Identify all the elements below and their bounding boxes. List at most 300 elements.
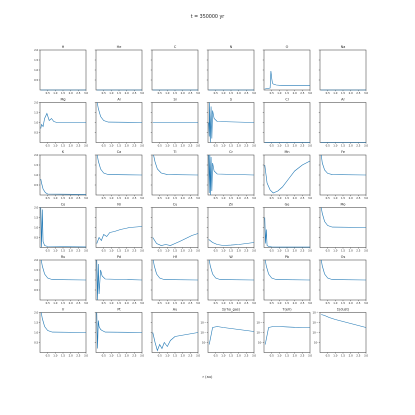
panel-frame <box>320 313 366 353</box>
x-tick-label: 2.5 <box>356 92 361 96</box>
x-tick-label: 2.5 <box>76 92 81 96</box>
x-tick-label: 2.0 <box>124 302 129 306</box>
x-tick-label: 1.5 <box>340 144 346 148</box>
x-tick-label: 0.5 <box>325 302 330 306</box>
y-tick-label: 1.0 <box>34 121 39 125</box>
x-tick-label: 0.5 <box>269 302 274 306</box>
y-tick-label: 0.5 <box>34 236 39 240</box>
panel-frame <box>152 50 198 90</box>
x-tick-label: 2.5 <box>300 197 305 201</box>
x-tick-label: 3.0 <box>307 92 313 96</box>
x-tick-label: 3.0 <box>251 144 257 148</box>
y-tick-label: 2.0 <box>34 311 39 315</box>
x-tick-label: 2.5 <box>300 249 305 253</box>
x-tick-label: 1.5 <box>60 354 66 358</box>
panel-20 <box>151 203 201 253</box>
x-tick-label: 1.0 <box>165 92 170 96</box>
x-tick-label: 2.0 <box>180 354 185 358</box>
x-tick-label: 1.0 <box>333 92 338 96</box>
panel-frame <box>40 208 86 248</box>
panel-title: C <box>173 45 177 49</box>
panel-title: W <box>229 255 233 259</box>
x-tick-label: 2.0 <box>292 302 297 306</box>
x-tick-label: 1.0 <box>333 302 338 306</box>
x-tick-label: 2.0 <box>68 144 73 148</box>
x-tick-label: 2.5 <box>356 197 361 201</box>
x-tick-label: 2.0 <box>124 144 129 148</box>
x-tick-label: 1.0 <box>165 144 170 148</box>
panel-title: Os <box>340 255 346 259</box>
x-tick-label: 2.5 <box>244 302 249 306</box>
panel-title: Au <box>172 307 178 312</box>
panel-15 <box>207 150 257 200</box>
x-tick-label: 1.5 <box>172 144 178 148</box>
y-tick-label: 0.5 <box>34 184 39 187</box>
y-tick-label: 10⁻³ <box>312 311 319 315</box>
panel-16 <box>263 150 313 200</box>
x-tick-label: 1.0 <box>277 354 282 358</box>
x-tick-label: 1.5 <box>340 92 346 96</box>
x-tick-label: 0.5 <box>213 92 218 96</box>
x-tick-label: 2.0 <box>124 354 129 358</box>
x-tick-label: 2.0 <box>68 197 73 201</box>
y-tick-label: 0.5 <box>34 289 39 292</box>
panel-frame <box>96 208 142 248</box>
panel-grid <box>34 45 368 358</box>
x-tick-label: 2.0 <box>348 197 353 201</box>
x-tick-label: 3.0 <box>307 302 313 306</box>
x-tick-label: 1.0 <box>53 354 58 358</box>
panel-title: Fe <box>341 150 345 154</box>
x-tick-label: 1.5 <box>172 249 178 253</box>
x-tick-label: 2.0 <box>236 144 241 148</box>
x-tick-label: 0.5 <box>213 144 218 148</box>
x-tick-label: 3.0 <box>139 92 145 96</box>
x-tick-label: 2.5 <box>76 197 81 201</box>
x-tick-label: 1.5 <box>172 302 178 306</box>
panel-title: H <box>61 45 65 49</box>
y-tick-label: 10⁻¹ <box>200 331 207 335</box>
panel-7 <box>95 98 145 148</box>
panel-frame <box>264 208 310 248</box>
y-tick-label: 10⁻¹ <box>312 331 319 335</box>
x-tick-label: 0.5 <box>45 354 50 358</box>
x-tick-label: 2.0 <box>124 92 129 96</box>
panel-frame <box>208 208 254 248</box>
panel-title: Pt <box>117 307 121 312</box>
panel-title: Si <box>173 97 177 102</box>
x-tick-label: 2.0 <box>180 249 185 253</box>
x-tick-label: 2.0 <box>68 354 73 358</box>
x-tick-label: 1.0 <box>165 302 170 306</box>
x-tick-label: 1.0 <box>221 302 226 306</box>
panel-title: S <box>229 97 233 102</box>
x-tick-label: 2.0 <box>180 144 185 148</box>
x-tick-label: 2.5 <box>132 302 137 306</box>
x-tick-label: 0.5 <box>325 354 330 358</box>
x-tick-label: 0.5 <box>101 144 106 148</box>
x-tick-label: 3.0 <box>363 144 369 148</box>
x-tick-label: 0.5 <box>269 92 274 96</box>
panel-title: Ti <box>173 150 177 154</box>
panel-10 <box>263 98 313 148</box>
x-tick-label: 2.0 <box>292 197 297 201</box>
x-tick-label: 2.0 <box>292 92 297 96</box>
x-tick-label: 1.0 <box>277 302 282 306</box>
x-tick-label: 1.5 <box>228 354 234 358</box>
x-tick-label: 1.0 <box>221 92 226 96</box>
y-tick-label: 1.5 <box>34 59 39 62</box>
x-tick-label: 1.0 <box>109 144 114 148</box>
x-tick-label: 2.0 <box>124 249 129 253</box>
panel-title: Ar <box>341 97 345 102</box>
x-tick-label: 1.5 <box>60 302 66 306</box>
x-tick-label: 2.5 <box>132 144 137 148</box>
x-tick-label: 3.0 <box>195 92 201 96</box>
panel-title: Cr <box>229 150 233 154</box>
x-tick-label: 0.5 <box>157 197 162 201</box>
x-tick-label: 1.5 <box>172 197 178 201</box>
panel-frame <box>40 155 86 195</box>
x-tick-label: 0.5 <box>213 197 218 201</box>
y-tick-label: 2.0 <box>34 49 39 52</box>
x-tick-label: 0.5 <box>325 144 330 148</box>
x-tick-label: 2.0 <box>236 249 241 253</box>
panel-26 <box>151 255 201 305</box>
x-tick-label: 2.0 <box>68 92 73 96</box>
panel-27 <box>207 255 257 305</box>
x-tick-label: 0.5 <box>269 249 274 253</box>
x-tick-label: 3.0 <box>139 197 145 201</box>
x-tick-label: 1.5 <box>284 92 290 96</box>
x-tick-label: 3.0 <box>307 144 313 148</box>
x-tick-label: 0.5 <box>45 197 50 201</box>
y-tick-label: 10⁻² <box>256 321 263 325</box>
x-tick-label: 3.0 <box>83 197 89 201</box>
x-tick-label: 3.0 <box>83 354 89 358</box>
x-tick-label: 1.5 <box>284 354 290 358</box>
x-tick-label: 2.0 <box>180 302 185 306</box>
x-tick-label: 2.5 <box>244 354 249 358</box>
x-tick-label: 3.0 <box>251 197 257 201</box>
x-tick-label: 2.5 <box>244 249 249 253</box>
panel-1 <box>95 45 145 95</box>
x-tick-label: 2.5 <box>356 302 361 306</box>
x-tick-label: 3.0 <box>195 249 201 253</box>
x-tick-label: 2.0 <box>68 249 73 253</box>
y-tick-label: 1.5 <box>34 111 39 115</box>
panel-title: Zn <box>228 202 234 207</box>
y-tick-label: 1.5 <box>34 216 39 220</box>
x-tick-label: 0.5 <box>157 144 162 148</box>
y-tick-label: 10⁻² <box>200 321 207 325</box>
x-tick-label: 1.0 <box>165 249 170 253</box>
panel-14 <box>151 150 201 200</box>
x-tick-label: 0.5 <box>269 354 274 358</box>
x-tick-label: 3.0 <box>251 302 257 306</box>
x-tick-label: 1.0 <box>53 144 58 148</box>
x-tick-label: 1.0 <box>277 197 282 201</box>
x-tick-label: 1.0 <box>53 302 58 306</box>
x-tick-label: 2.0 <box>236 302 241 306</box>
panel-28 <box>263 255 313 305</box>
panel-11 <box>319 98 369 148</box>
x-tick-label: 1.5 <box>116 92 122 96</box>
x-tick-label: 2.5 <box>300 92 305 96</box>
x-tick-label: 1.0 <box>221 144 226 148</box>
panel-frame <box>264 103 310 143</box>
x-tick-label: 3.0 <box>307 197 313 201</box>
x-tick-label: 1.0 <box>53 197 58 201</box>
panel-frame <box>264 155 310 195</box>
x-tick-label: 0.5 <box>45 249 50 253</box>
x-tick-label: 1.5 <box>340 354 346 358</box>
x-tick-label: 1.0 <box>333 144 338 148</box>
x-tick-label: 2.5 <box>188 302 193 306</box>
x-tick-label: 0.5 <box>45 144 50 148</box>
x-tick-label: 3.0 <box>363 354 369 358</box>
x-tick-label: 0.5 <box>101 92 106 96</box>
figure-xlabel: r (au) <box>202 375 213 379</box>
panel-title: Co <box>60 202 66 207</box>
panel-13 <box>95 150 145 200</box>
y-tick-label: 2.0 <box>34 206 39 210</box>
y-tick-label: 0.5 <box>34 341 39 345</box>
x-tick-label: 2.5 <box>300 302 305 306</box>
x-tick-label: 1.5 <box>172 354 178 358</box>
x-tick-label: 2.5 <box>300 354 305 358</box>
x-tick-label: 3.0 <box>307 249 313 253</box>
x-tick-label: 1.0 <box>277 92 282 96</box>
x-tick-label: 0.5 <box>101 249 106 253</box>
x-tick-label: 0.5 <box>269 197 274 201</box>
y-tick-label: 10⁰ <box>201 341 207 345</box>
x-tick-label: 1.0 <box>109 354 114 358</box>
x-tick-label: 1.5 <box>116 354 122 358</box>
figure-suptitle: t = 350000 yr <box>190 15 225 20</box>
x-tick-label: 0.5 <box>157 249 162 253</box>
panel-frame <box>320 103 366 143</box>
panel-title: Mn <box>284 150 290 154</box>
x-tick-label: 1.5 <box>60 144 66 148</box>
x-tick-label: 0.5 <box>45 302 50 306</box>
x-tick-label: 3.0 <box>83 144 89 148</box>
x-tick-label: 3.0 <box>363 302 369 306</box>
panel-title: K <box>61 150 65 154</box>
x-tick-label: 0.5 <box>325 197 330 201</box>
x-tick-label: 2.5 <box>188 197 193 201</box>
x-tick-label: 2.5 <box>188 92 193 96</box>
x-tick-label: 3.0 <box>195 144 201 148</box>
x-tick-label: 3.0 <box>195 197 201 201</box>
x-tick-label: 1.0 <box>333 197 338 201</box>
panel-title: Cu <box>172 202 178 207</box>
x-tick-label: 3.0 <box>83 92 89 96</box>
panel-6 <box>34 98 88 148</box>
panel-title: Na <box>340 45 346 49</box>
panel-title: Ge <box>284 202 290 207</box>
x-tick-label: 1.5 <box>340 249 346 253</box>
panel-title: Ca <box>116 150 122 154</box>
x-tick-label: 3.0 <box>363 249 369 253</box>
x-tick-label: 0.5 <box>157 92 162 96</box>
panel-title: Hf <box>173 255 177 259</box>
x-tick-label: 1.5 <box>340 197 346 201</box>
x-tick-label: 1.5 <box>284 249 290 253</box>
panel-17 <box>319 150 369 200</box>
x-tick-label: 1.5 <box>116 302 122 306</box>
panel-0 <box>34 45 88 95</box>
panel-34 <box>256 308 312 358</box>
x-tick-label: 2.5 <box>132 197 137 201</box>
panel-22 <box>263 203 313 253</box>
x-tick-label: 2.0 <box>348 144 353 148</box>
x-tick-label: 1.5 <box>228 92 234 96</box>
panel-23 <box>319 203 369 253</box>
x-tick-label: 1.5 <box>172 92 178 96</box>
panel-title: Ni <box>117 202 121 207</box>
x-tick-label: 2.0 <box>292 249 297 253</box>
panel-title: Pb <box>284 255 290 259</box>
panel-2 <box>151 45 201 95</box>
panel-frame <box>264 313 310 353</box>
x-tick-label: 3.0 <box>139 144 145 148</box>
panel-title: Ru <box>60 255 66 259</box>
panel-title: Cl <box>285 97 289 102</box>
y-tick-label: 0.5 <box>34 131 39 135</box>
x-tick-label: 2.5 <box>76 144 81 148</box>
x-tick-label: 3.0 <box>195 354 201 358</box>
panel-31 <box>95 308 145 358</box>
panel-35 <box>312 308 368 358</box>
x-tick-label: 2.0 <box>180 197 185 201</box>
panel-25 <box>95 255 145 305</box>
panel-frame <box>96 50 142 90</box>
x-tick-label: 3.0 <box>251 92 257 96</box>
x-tick-label: 1.0 <box>221 197 226 201</box>
panel-title: Pd <box>116 255 122 259</box>
y-tick-label: 1.5 <box>34 269 39 272</box>
y-tick-label: 1.0 <box>34 174 39 177</box>
panel-title: N <box>229 45 233 49</box>
x-tick-label: 0.5 <box>325 92 330 96</box>
x-tick-label: 2.5 <box>76 302 81 306</box>
x-tick-label: 2.5 <box>356 354 361 358</box>
panel-title: He <box>116 45 122 49</box>
x-tick-label: 1.5 <box>284 197 290 201</box>
y-tick-label: 2.0 <box>34 101 39 105</box>
x-tick-label: 1.5 <box>116 144 122 148</box>
x-tick-label: 0.5 <box>101 197 106 201</box>
panel-3 <box>207 45 257 95</box>
panel-title: Mg <box>60 97 66 102</box>
panel-18 <box>34 203 88 253</box>
panel-frame <box>40 50 86 90</box>
panel-8 <box>151 98 201 148</box>
x-tick-label: 2.5 <box>300 144 305 148</box>
x-tick-label: 1.0 <box>109 197 114 201</box>
x-tick-label: 3.0 <box>139 354 145 358</box>
x-tick-label: 3.0 <box>83 302 89 306</box>
x-tick-label: 0.5 <box>213 249 218 253</box>
x-tick-label: 3.0 <box>251 354 257 358</box>
y-tick-label: 0.5 <box>34 79 39 82</box>
panel-frame <box>208 313 254 353</box>
x-tick-label: 1.5 <box>228 302 234 306</box>
panel-21 <box>207 203 257 253</box>
x-tick-label: 1.5 <box>228 197 234 201</box>
x-tick-label: 2.0 <box>68 302 73 306</box>
x-tick-label: 1.0 <box>277 249 282 253</box>
x-tick-label: 1.5 <box>284 302 290 306</box>
y-tick-label: 2.0 <box>34 154 39 157</box>
y-tick-label: 1.0 <box>34 69 39 72</box>
y-tick-label: 10⁻¹ <box>256 331 263 335</box>
panel-title: Ir <box>61 307 65 312</box>
panel-19 <box>95 203 145 253</box>
x-tick-label: 1.5 <box>116 249 122 253</box>
x-tick-label: 2.0 <box>348 249 353 253</box>
x-tick-label: 0.5 <box>325 249 330 253</box>
x-tick-label: 2.5 <box>356 249 361 253</box>
x-tick-label: 2.0 <box>236 197 241 201</box>
panel-12 <box>34 150 88 200</box>
x-tick-label: 1.5 <box>60 249 66 253</box>
x-tick-label: 0.5 <box>45 92 50 96</box>
panel-32 <box>151 308 201 358</box>
x-tick-label: 2.5 <box>356 144 361 148</box>
panel-9 <box>207 98 257 148</box>
x-tick-label: 3.0 <box>139 302 145 306</box>
x-tick-label: 1.0 <box>109 302 114 306</box>
x-tick-label: 1.0 <box>165 354 170 358</box>
x-tick-label: 2.0 <box>348 302 353 306</box>
panel-title: O <box>285 45 289 49</box>
panel-4 <box>263 45 313 95</box>
x-tick-label: 3.0 <box>251 249 257 253</box>
x-tick-label: 2.0 <box>292 354 297 358</box>
panel-frame <box>152 208 198 248</box>
x-tick-label: 1.5 <box>60 92 66 96</box>
x-tick-label: 2.0 <box>292 144 297 148</box>
panel-frame <box>320 50 366 90</box>
x-tick-label: 2.0 <box>236 92 241 96</box>
y-tick-label: 1.0 <box>34 226 39 230</box>
x-tick-label: 2.5 <box>188 249 193 253</box>
x-tick-label: 1.0 <box>221 249 226 253</box>
y-tick-label: 1.0 <box>34 279 39 282</box>
y-tick-label: 1.5 <box>34 164 39 167</box>
x-tick-label: 1.0 <box>277 144 282 148</box>
x-tick-label: 0.5 <box>101 302 106 306</box>
x-tick-label: 0.5 <box>101 354 106 358</box>
y-tick-label: 10⁰ <box>313 341 319 345</box>
x-tick-label: 1.0 <box>53 249 58 253</box>
x-tick-label: 2.5 <box>76 249 81 253</box>
panel-title: T(eV) <box>282 307 292 312</box>
panel-5 <box>319 45 369 95</box>
x-tick-label: 2.0 <box>236 354 241 358</box>
x-tick-label: 2.5 <box>244 92 249 96</box>
panel-frame <box>208 50 254 90</box>
panel-frame <box>264 50 310 90</box>
panel-title: Mo <box>340 202 346 207</box>
panel-33 <box>200 308 256 358</box>
x-tick-label: 0.5 <box>213 302 218 306</box>
x-tick-label: 0.5 <box>213 354 218 358</box>
x-tick-label: 2.5 <box>132 249 137 253</box>
x-tick-label: 3.0 <box>363 92 369 96</box>
